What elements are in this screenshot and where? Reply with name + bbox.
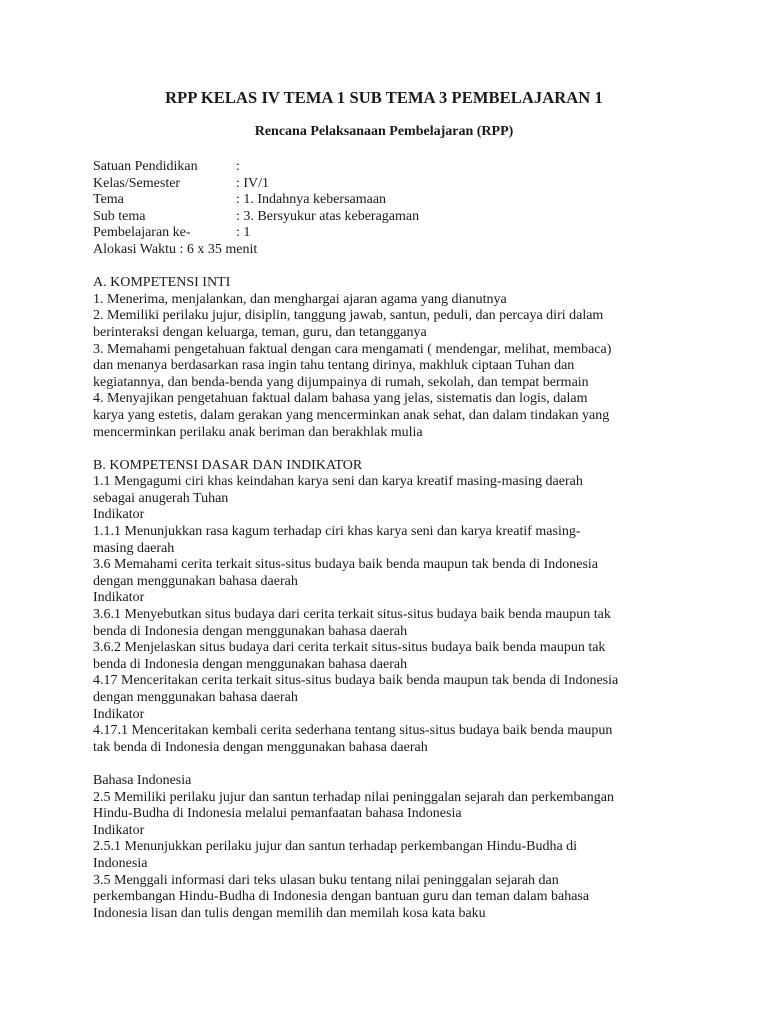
kd-heading: B. KOMPETENSI DASAR DAN INDIKATOR bbox=[93, 457, 363, 473]
identity-value: : 1. Indahnya kebersamaan bbox=[236, 192, 387, 208]
kd-line: 4.17.1 Menceritakan kembali cerita sederhana tentang situs-situs budaya baik benda maupun bbox=[93, 723, 613, 739]
identity-label: Sub tema bbox=[93, 208, 146, 224]
identity-row bbox=[93, 209, 693, 226]
identity-row bbox=[93, 159, 693, 176]
identity-value: : 3. Bersyukur atas keberagaman bbox=[236, 208, 420, 224]
bi-line: 3.5 Menggali informasi dari teks ulasan buku tentang nilai peninggalan sejarah dan bbox=[93, 872, 559, 888]
ki-list bbox=[93, 292, 693, 441]
ki-line: dan menanya berdasarkan rasa ingin tahu tentang dirinya, makhluk ciptaan Tuhan dan bbox=[93, 358, 575, 374]
identity-label: Satuan Pendidikan bbox=[93, 159, 198, 174]
bi-line: 2.5 Memiliki perilaku jujur dan santun terhadap nilai peninggalan sejarah dan perkembangan bbox=[93, 789, 614, 805]
ki-heading: A. KOMPETENSI INTI bbox=[93, 275, 231, 291]
kd-line: 3.6.1 Menyebutkan situs budaya dari cerita terkait situs-situs budaya baik benda maupun tak bbox=[93, 607, 611, 623]
document-body bbox=[93, 159, 693, 922]
kd-line: masing daerah bbox=[93, 540, 175, 556]
kd-line: sebagai anugerah Tuhan bbox=[93, 490, 229, 506]
identity-value: : IV/1 bbox=[236, 175, 270, 191]
kd-line: 4.17 Menceritakan cerita terkait situs-situs budaya baik benda maupun tak benda di Indonesia bbox=[93, 673, 619, 689]
kd-line: Indikator bbox=[93, 507, 145, 523]
kd-line: Indikator bbox=[93, 590, 145, 606]
ki-line: karya yang estetis, dalam gerakan yang mencerminkan anak sehat, dan dalam tindakan yang bbox=[93, 407, 610, 423]
bi-heading: Bahasa Indonesia bbox=[93, 772, 192, 788]
document-title: RPP KELAS IV TEMA 1 SUB TEMA 3 PEMBELAJARAN 1 bbox=[165, 88, 603, 107]
alokasi-waktu: Alokasi Waktu : 6 x 35 menit bbox=[93, 241, 258, 257]
kd-line: dengan menggunakan bahasa daerah bbox=[93, 690, 298, 705]
ki-line: 4. Menyajikan pengetahuan faktual dalam bahasa yang jelas, sistematis dan logis, dalam bbox=[93, 391, 588, 407]
ki-line: kegiatannya, dan benda-benda yang dijumpainya di rumah, sekolah, dan tempat bermain bbox=[93, 374, 589, 390]
kd-line: benda di Indonesia dengan menggunakan bahasa daerah bbox=[93, 656, 408, 672]
bi-line: 2.5.1 Menunjukkan perilaku jujur dan santun terhadap perkembangan Hindu-Budha di bbox=[93, 839, 578, 855]
bi-line: perkembangan Hindu-Budha di Indonesia dengan bantuan guru dan teman dalam bahasa bbox=[93, 889, 590, 905]
kd-line: 3.6.2 Menjelaskan situs budaya dari cerita terkait situs-situs budaya baik benda maupun tak bbox=[93, 640, 606, 656]
bi-line: Indonesia lisan dan tulis dengan memilih dan memilah kosa kata baku bbox=[93, 905, 486, 921]
identity-row bbox=[93, 176, 693, 193]
kd-list bbox=[93, 474, 693, 756]
kd-line: 3.6 Memahami cerita terkait situs-situs budaya baik benda maupun tak benda di Indonesia bbox=[93, 557, 599, 573]
kd-line: dengan menggunakan bahasa daerah bbox=[93, 573, 298, 589]
bi-line: Indikator bbox=[93, 822, 145, 838]
bi-line: Hindu-Budha di Indonesia melalui pemanfaatan bahasa Indonesia bbox=[93, 806, 462, 822]
kd-line: Indikator bbox=[93, 706, 145, 722]
ki-line: 3. Memahami pengetahuan faktual dengan cara mengamati ( mendengar, melihat, membaca) bbox=[93, 341, 612, 357]
identity-block bbox=[93, 159, 693, 242]
ki-line: mencerminkan perilaku anak beriman dan berakhlak mulia bbox=[93, 424, 423, 440]
identity-row bbox=[93, 225, 693, 242]
document-subtitle: Rencana Pelaksanaan Pembelajaran (RPP) bbox=[254, 124, 514, 139]
kd-line: benda di Indonesia dengan menggunakan bahasa daerah bbox=[93, 623, 408, 639]
identity-row bbox=[93, 192, 693, 209]
identity-value: : bbox=[236, 159, 240, 174]
kd-line: 1.1 Mengagumi ciri khas keindahan karya seni dan karya kreatif masing-masing daerah bbox=[93, 474, 583, 490]
identity-label: Pembelajaran ke- bbox=[93, 225, 191, 241]
ki-line: berinteraksi dengan keluarga, teman, guru, dan tetangganya bbox=[93, 324, 427, 340]
identity-label: Tema bbox=[93, 192, 124, 208]
identity-label: Kelas/Semester bbox=[93, 175, 181, 191]
bi-list bbox=[93, 790, 693, 923]
ki-line: 2. Memiliki perilaku jujur, disiplin, tanggung jawab, santun, peduli, dan percaya diri dalam bbox=[93, 308, 604, 324]
bi-line: Indonesia bbox=[93, 855, 148, 871]
identity-value: : 1 bbox=[236, 225, 251, 241]
kd-line: 1.1.1 Menunjukkan rasa kagum terhadap ciri khas karya seni dan karya kreatif masing- bbox=[93, 524, 581, 540]
ki-line: 1. Menerima, menjalankan, dan menghargai ajaran agama yang dianutnya bbox=[93, 291, 507, 307]
kd-line: tak benda di Indonesia dengan menggunakan bahasa daerah bbox=[93, 739, 428, 755]
